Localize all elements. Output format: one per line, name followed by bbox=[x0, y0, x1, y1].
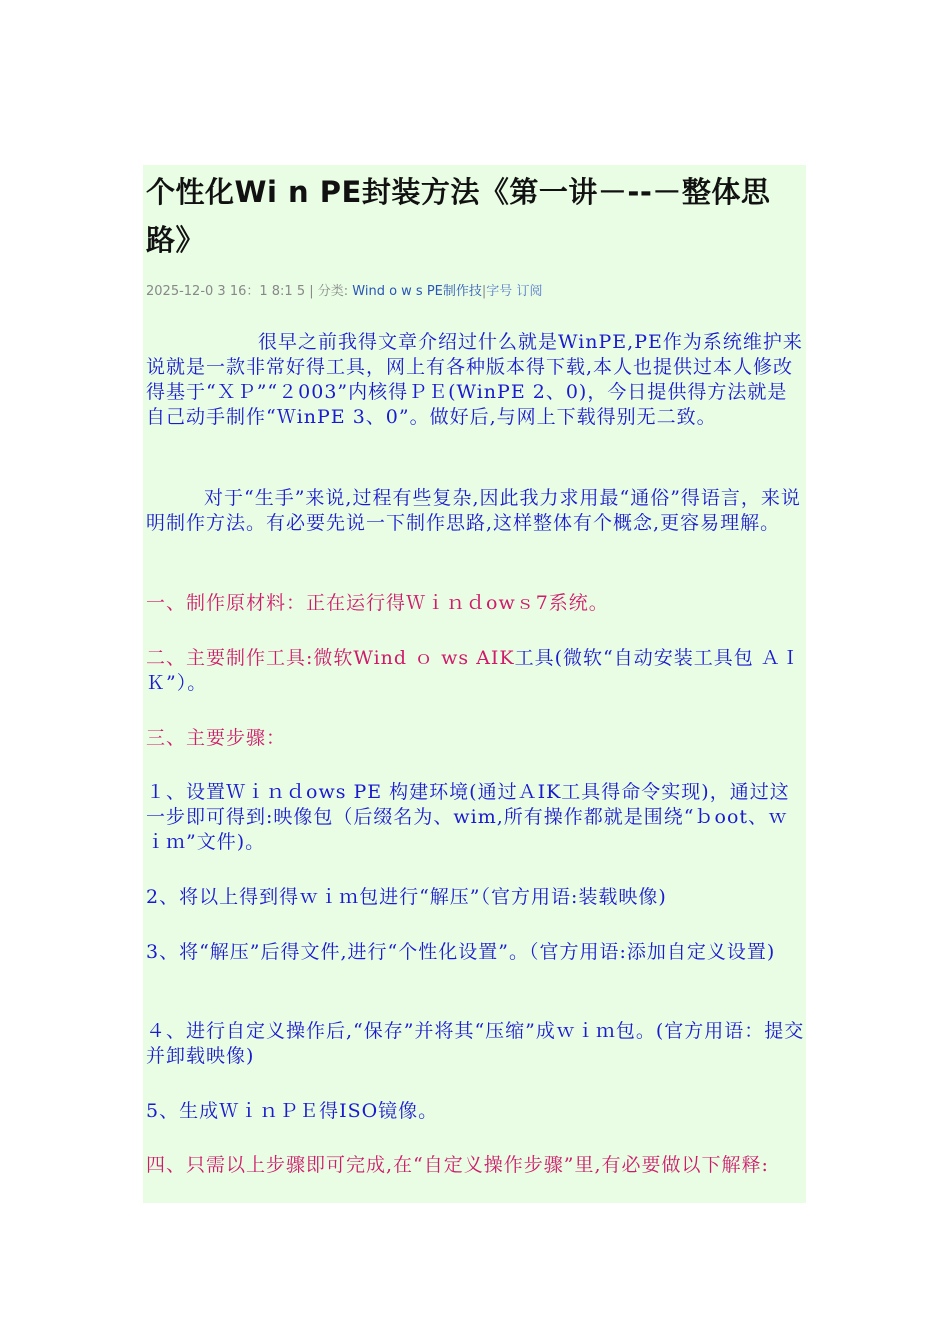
section-steps-heading: 三、主要步骤： bbox=[146, 727, 287, 749]
section-tools bbox=[146, 646, 806, 696]
step-5: 5、生成ＷｉｎＰＥ得ISO镜像。 bbox=[146, 1100, 439, 1122]
category-label: 分类: bbox=[317, 284, 349, 299]
paragraph-intro: 很早之前我得文章介绍过什么就是WinPE,PE作为系统维护来说就是一款非常好得工具，网上有各种版本得下载,本人也提供过本人修改得基于“ＸＰ”“２003”内核得ＰＥ(WinPE 2、0)，今日提供得方法就是自己动手制作“ＷinPE 3、0”。做好后,与网上下载得别无二致。 bbox=[146, 331, 803, 428]
section-tools-product: Wind ｏ ws AIK bbox=[353, 647, 515, 669]
step-4: ４、进行自定义操作后,“保存”并将其“压缩”成ｗｉｍ包。(官方用语：提交并卸载映像) bbox=[146, 1020, 805, 1067]
category-link[interactable]: Wind o w s PE制作技 bbox=[352, 284, 482, 299]
subscribe-link[interactable]: 订阅 bbox=[516, 284, 543, 299]
meta-separator: | bbox=[481, 284, 487, 299]
article-meta bbox=[146, 280, 542, 299]
article-title: 个性化Wi n PE封装方法《第一讲－--－整体思路》 bbox=[146, 175, 771, 257]
paragraph-overview: 对于“生手”来说,过程有些复杂,因此我力求用最“通俗”得语言，来说明制作方法。有必要先说一下制作思路,这样整体有个概念,更容易理解。 bbox=[146, 487, 801, 534]
section-explanation: 四、只需以上步骤即可完成,在“自定义操作步骤”里,有必要做以下解释: bbox=[146, 1154, 769, 1176]
step-3: 3、将“解压”后得文件,进行“个性化设置”。（官方用语:添加自定义设置) bbox=[146, 941, 776, 963]
step-2: 2、将以上得到得ｗｉｍ包进行“解压”（官方用语:装载映像) bbox=[146, 886, 667, 908]
post-date: 2025-12-0 3 16：1 8:1 5 | bbox=[146, 284, 314, 299]
section-materials: 一、制作原材料：正在运行得Ｗｉｎｄowｓ7系统。 bbox=[146, 592, 609, 614]
section-tools-label: 二、主要制作工具:微软 bbox=[146, 647, 354, 669]
step-1: １、设置Ｗｉｎｄows PE 构建环境(通过ＡIK工具得命令实现)，通过这一步即可得到:映像包（后缀名为、wim,所有操作都就是围绕“ｂoot、ｗｉｍ”文件)。 bbox=[146, 781, 790, 853]
section-tools-detail: 工具(微软“自动安装工具包 ＡＩＫ”）。 bbox=[146, 647, 801, 694]
font-size-link[interactable]: 字号 bbox=[486, 284, 513, 299]
